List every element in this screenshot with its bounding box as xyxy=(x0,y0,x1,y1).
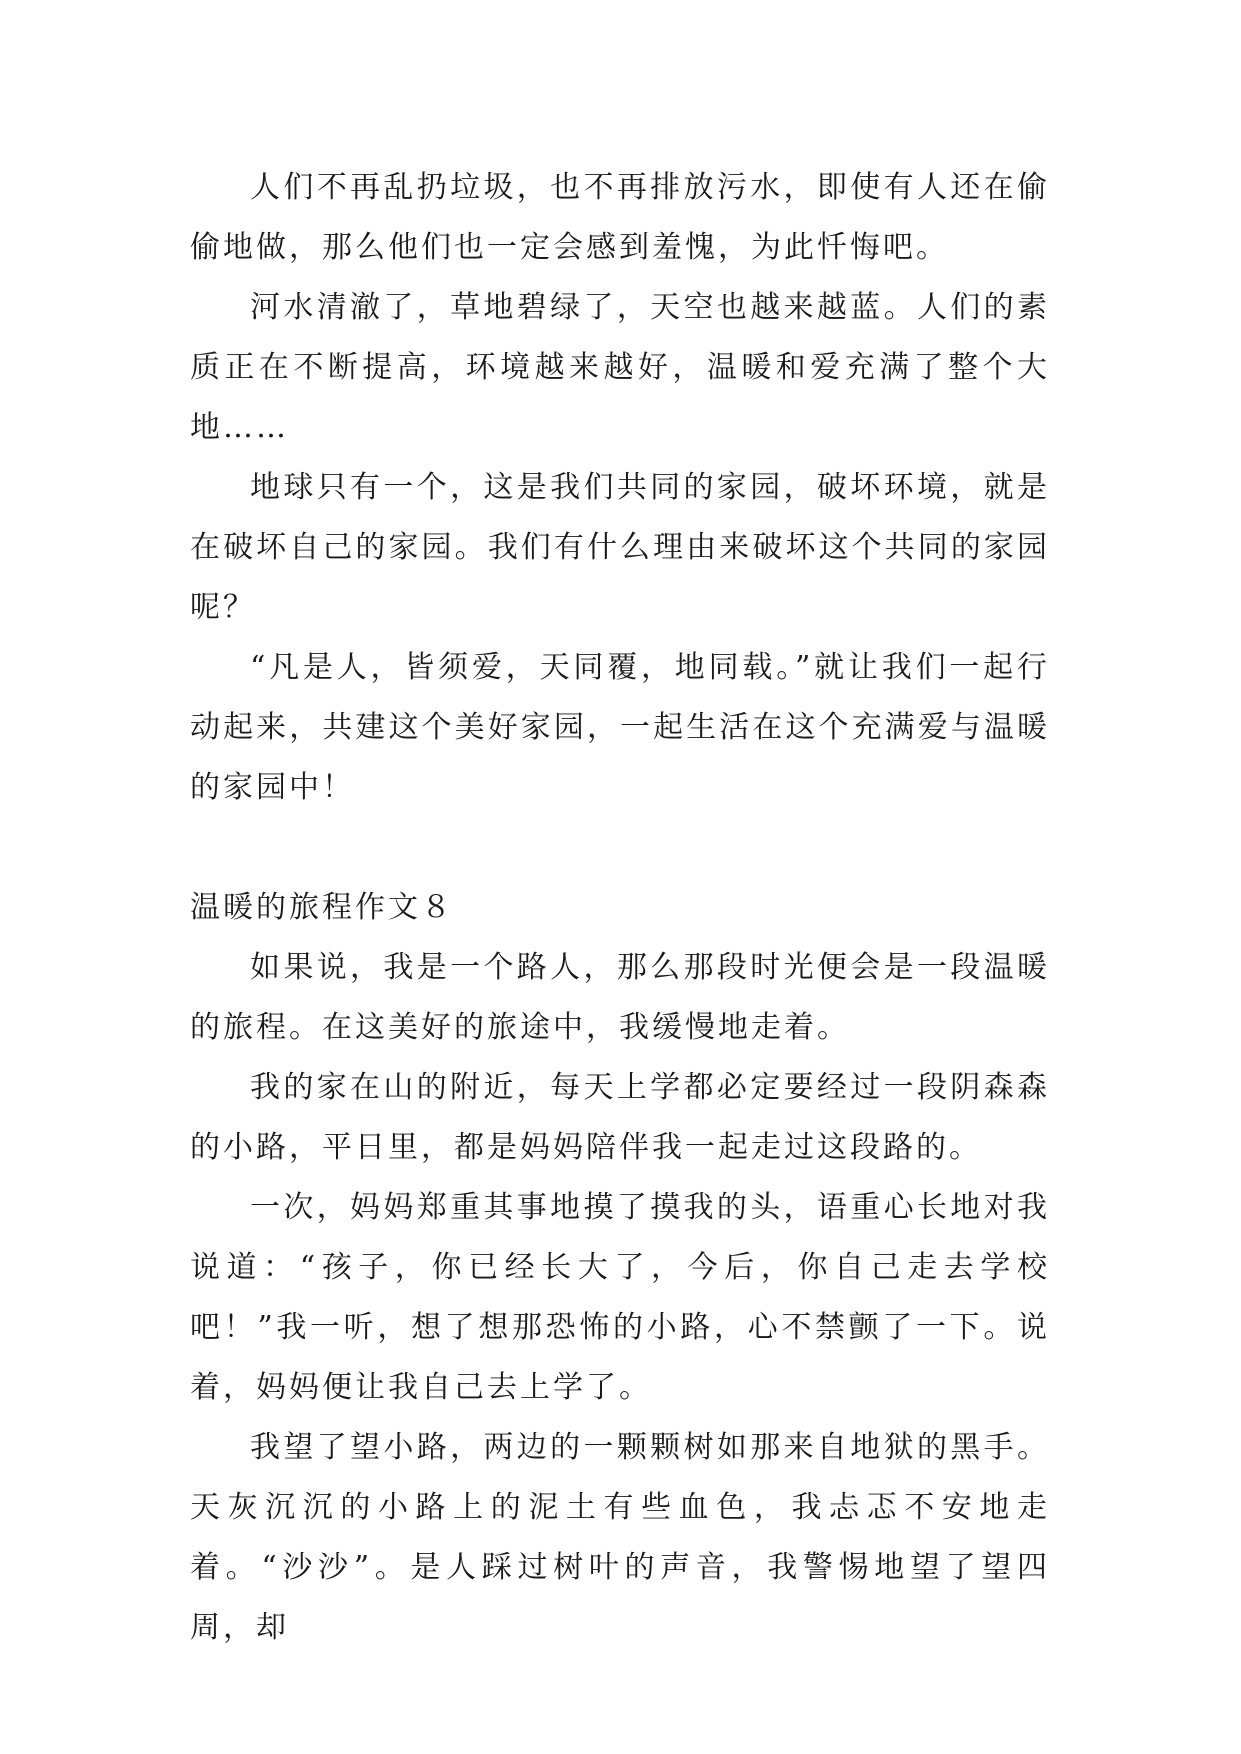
paragraph: 一次，妈妈郑重其事地摸了摸我的头，语重心长地对我说道：“孩子，你已经长大了，今后，你自己走去学校吧！”我一听，想了想那恐怖的小路，心不禁颤了一下。说着，妈妈便让我自己去上学了。 xyxy=(190,1190,1050,1405)
section-title: 温暖的旅程作文８ xyxy=(190,890,454,925)
paragraph: “凡是人，皆须爱，天同覆，地同载。”就让我们一起行动起来，共建这个美好家园，一起生活在这个充满爱与温暖的家园中！ xyxy=(190,650,1050,805)
paragraph: 人们不再乱扔垃圾，也不再排放污水，即使有人还在偷偷地做，那么他们也一定会感到羞愧，为此忏悔吧。 xyxy=(190,170,1050,265)
paragraph: 我望了望小路，两边的一颗颗树如那来自地狱的黑手。天灰沉沉的小路上的泥土有些血色，我忐忑不安地走着。“沙沙”。是人踩过树叶的声音，我警惕地望了望四周，却 xyxy=(190,1430,1050,1645)
paragraph: 河水清澈了，草地碧绿了，天空也越来越蓝。人们的素质正在不断提高，环境越来越好，温暖和爱充满了整个大地…… xyxy=(190,290,1050,445)
paragraph: 如果说，我是一个路人，那么那段时光便会是一段温暖的旅程。在这美好的旅途中，我缓慢地走着。 xyxy=(190,950,1050,1045)
document-body xyxy=(190,158,1050,1658)
paragraph: 我的家在山的附近，每天上学都必定要经过一段阴森森的小路，平日里，都是妈妈陪伴我一起走过这段路的。 xyxy=(190,1070,1050,1165)
paragraph: 地球只有一个，这是我们共同的家园，破坏环境，就是在破坏自己的家园。我们有什么理由来破坏这个共同的家园呢？ xyxy=(190,470,1050,625)
